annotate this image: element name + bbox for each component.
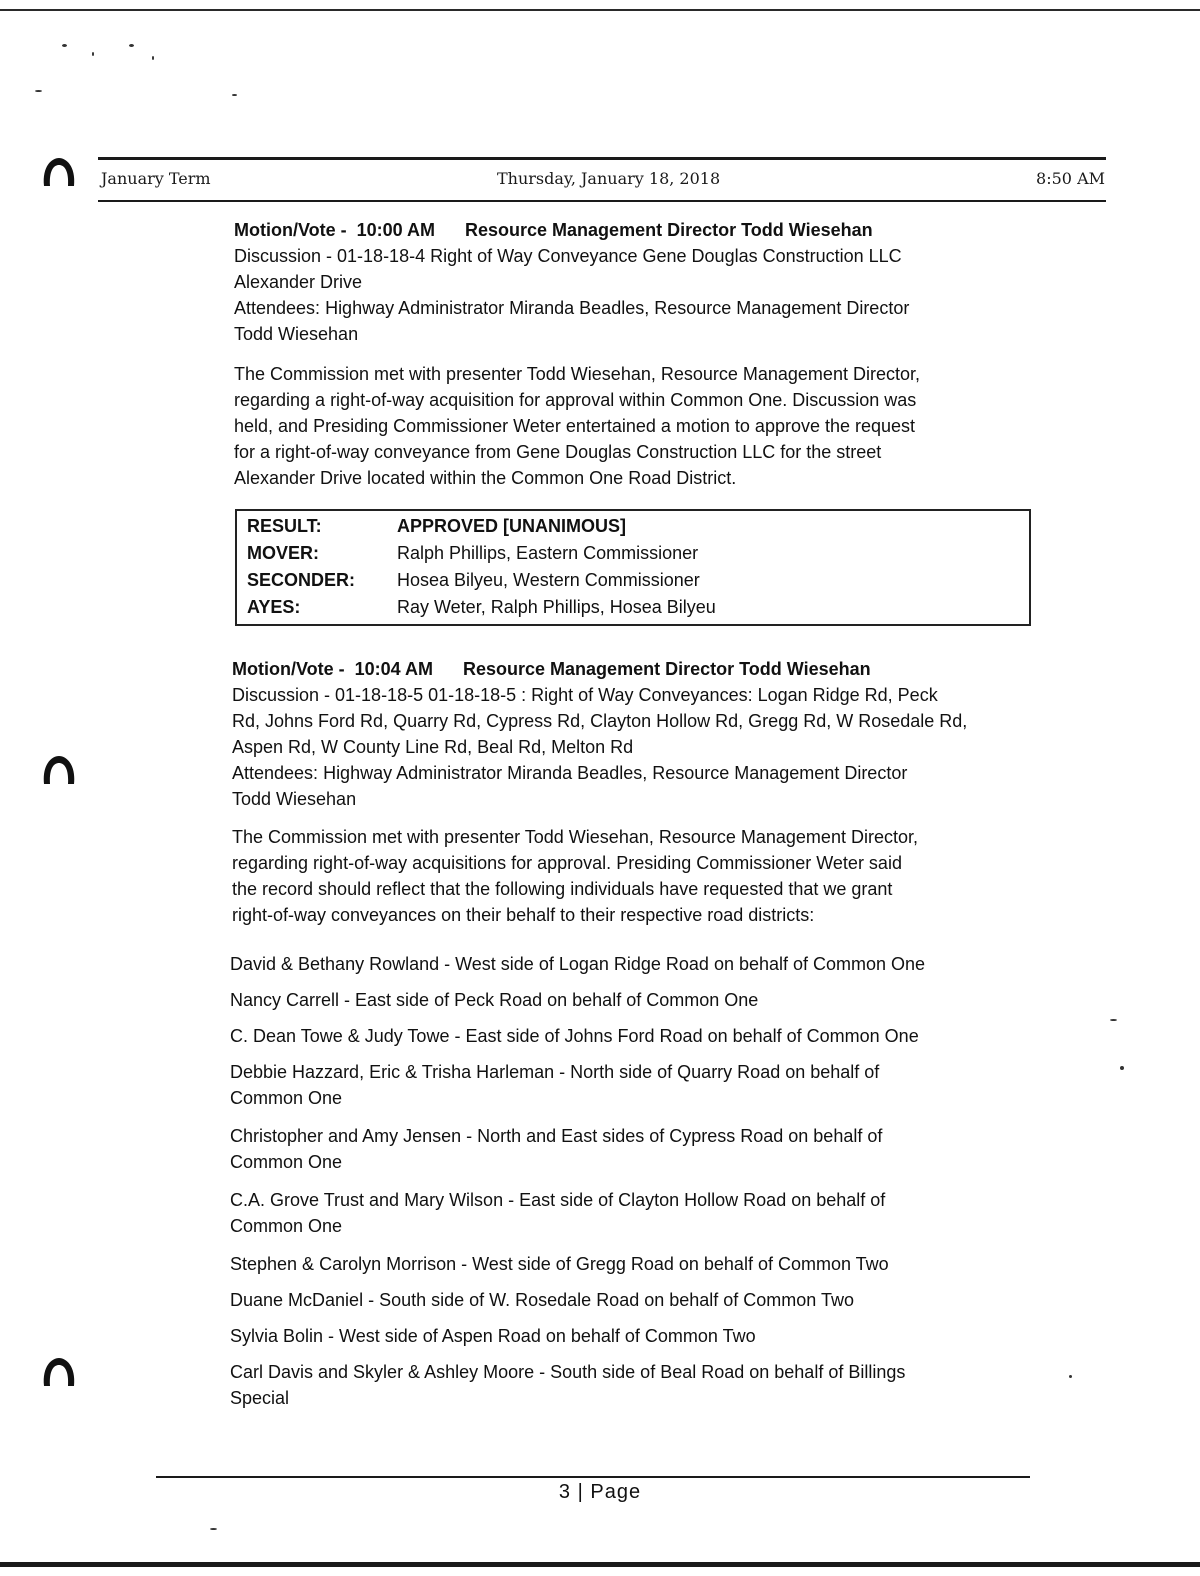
list-item-line: Stephen & Carolyn Morrison - West side of Gregg Road on behalf of Common Two xyxy=(230,1254,889,1274)
item-1-body-line: Alexander Drive located within the Common One Road District. xyxy=(234,468,737,488)
vote-label: RESULT: xyxy=(247,516,322,536)
list-item-line: Sylvia Bolin - West side of Aspen Road on behalf of Common Two xyxy=(230,1326,756,1346)
list-item xyxy=(230,1187,1030,1239)
item-2-body-line: the record should reflect that the following individuals have requested that we grant xyxy=(232,879,893,899)
footer-rule xyxy=(156,1476,1030,1478)
item-2-attendees-line: Attendees: Highway Administrator Miranda Beadles, Resource Management Director xyxy=(232,763,908,783)
list-item xyxy=(230,987,1030,1013)
vote-mover-value: Ralph Phillips, Eastern Commissioner xyxy=(397,543,699,563)
list-item xyxy=(230,1287,1030,1313)
scan-top-edge xyxy=(0,9,1200,11)
binder-hole-icon xyxy=(38,1352,80,1394)
scan-speck xyxy=(152,56,154,60)
list-item-line: Special xyxy=(230,1388,290,1408)
item-2-discussion-line: Rd, Johns Ford Rd, Quarry Rd, Cypress Rd, Clayton Hollow Rd, Gregg Rd, W Rosedale Rd, xyxy=(232,711,968,731)
item-1-body-line: held, and Presiding Commissioner Weter entertained a motion to approve the request xyxy=(234,416,916,436)
item-2-attendees-line: Todd Wiesehan xyxy=(232,789,357,809)
item-2-discussion-line: Aspen Rd, W County Line Rd, Beal Rd, Melton Rd xyxy=(232,737,634,757)
list-item-line: Debbie Hazzard, Eric & Trisha Harleman - North side of Quarry Road on behalf of xyxy=(230,1062,880,1082)
vote-label: MOVER: xyxy=(247,543,319,563)
item-1-attendees-line: Attendees: Highway Administrator Miranda Beadles, Resource Management Director xyxy=(234,298,910,318)
binder-hole-icon xyxy=(38,152,80,194)
item-2-body xyxy=(232,824,1032,928)
item-2-title: Motion/Vote - 10:04 AM Resource Management Director Todd Wiesehan xyxy=(232,659,871,679)
list-item-line: Common One xyxy=(230,1216,343,1236)
list-item-line: Common One xyxy=(230,1152,343,1172)
item-2-body-line: right-of-way conveyances on their behalf to their respective road districts: xyxy=(232,905,815,925)
list-item-line: Common One xyxy=(230,1088,343,1108)
scan-speck xyxy=(35,90,42,92)
header-rule-top xyxy=(98,157,1106,160)
header-date: Thursday, January 18, 2018 xyxy=(497,169,721,188)
list-item xyxy=(230,1251,1030,1277)
vote-result-value: APPROVED [UNANIMOUS] xyxy=(397,516,627,536)
agenda-item-1 xyxy=(234,217,1034,491)
item-2-discussion-line: Discussion - 01-18-18-5 01-18-18-5 : Right of Way Conveyances: Logan Ridge Rd, Peck xyxy=(232,685,938,705)
item-1-body xyxy=(234,361,1034,491)
page-number: 3 | Page xyxy=(558,1481,642,1503)
agenda-item-2 xyxy=(232,656,1032,928)
vote-label: AYES: xyxy=(247,597,301,617)
header-rule-bottom xyxy=(98,200,1106,202)
list-item-line: Carl Davis and Skyler & Ashley Moore - South side of Beal Road on behalf of Billings xyxy=(230,1362,906,1382)
vote-row-seconder xyxy=(247,567,1019,594)
list-item-line: Nancy Carrell - East side of Peck Road on behalf of Common One xyxy=(230,990,759,1010)
list-item xyxy=(230,1323,1030,1349)
list-item-line: C. Dean Towe & Judy Towe - East side of Johns Ford Road on behalf of Common One xyxy=(230,1026,919,1046)
item-1-attendees-line: Todd Wiesehan xyxy=(234,324,359,344)
scan-speck xyxy=(232,94,237,96)
item-2-body-line: regarding right-of-way acquisitions for approval. Presiding Commissioner Weter said xyxy=(232,853,902,873)
vote-row-mover xyxy=(247,540,1019,567)
item-1-body-line: The Commission met with presenter Todd Wiesehan, Resource Management Director, xyxy=(234,364,920,384)
item-1-body-line: regarding a right-of-way acquisition for approval within Common One. Discussion was xyxy=(234,390,917,410)
item-1-discussion-line: Alexander Drive xyxy=(234,272,363,292)
header-term: January Term xyxy=(101,169,211,188)
scan-speck xyxy=(1110,1019,1117,1021)
binder-hole-icon xyxy=(38,750,80,792)
list-item xyxy=(230,1359,1030,1411)
scan-bottom-edge xyxy=(0,1562,1200,1567)
list-item xyxy=(230,1059,1030,1111)
scan-speck xyxy=(1120,1066,1124,1070)
vote-row-result xyxy=(247,513,1019,540)
conveyance-list xyxy=(230,951,1030,1411)
scan-speck xyxy=(1069,1375,1072,1378)
item-1-discussion-line: Discussion - 01-18-18-4 Right of Way Conveyance Gene Douglas Construction LLC xyxy=(234,246,902,266)
scan-speck xyxy=(210,1528,217,1530)
list-item xyxy=(230,1023,1030,1049)
list-item-line: David & Bethany Rowland - West side of Logan Ridge Road on behalf of Common One xyxy=(230,954,926,974)
header-time: 8:50 AM xyxy=(1036,169,1105,188)
scan-speck xyxy=(62,44,67,47)
item-1-body-line: for a right-of-way conveyance from Gene Douglas Construction LLC for the street xyxy=(234,442,882,462)
scan-speck xyxy=(92,52,94,56)
item-1-title: Motion/Vote - 10:00 AM Resource Management Director Todd Wiesehan xyxy=(234,220,873,240)
list-item-line: Duane McDaniel - South side of W. Rosedale Road on behalf of Common Two xyxy=(230,1290,855,1310)
scan-speck xyxy=(129,44,134,47)
list-item-line: C.A. Grove Trust and Mary Wilson - East side of Clayton Hollow Road on behalf of xyxy=(230,1190,886,1210)
vote-row-ayes xyxy=(247,594,1019,621)
vote-result-table xyxy=(235,509,1031,626)
vote-seconder-value: Hosea Bilyeu, Western Commissioner xyxy=(397,570,700,590)
vote-label: SECONDER: xyxy=(247,570,356,590)
list-item xyxy=(230,1123,1030,1175)
list-item-line: Christopher and Amy Jensen - North and East sides of Cypress Road on behalf of xyxy=(230,1126,883,1146)
item-2-body-line: The Commission met with presenter Todd Wiesehan, Resource Management Director, xyxy=(232,827,918,847)
list-item xyxy=(230,951,1030,977)
vote-ayes-value: Ray Weter, Ralph Phillips, Hosea Bilyeu xyxy=(397,597,716,617)
